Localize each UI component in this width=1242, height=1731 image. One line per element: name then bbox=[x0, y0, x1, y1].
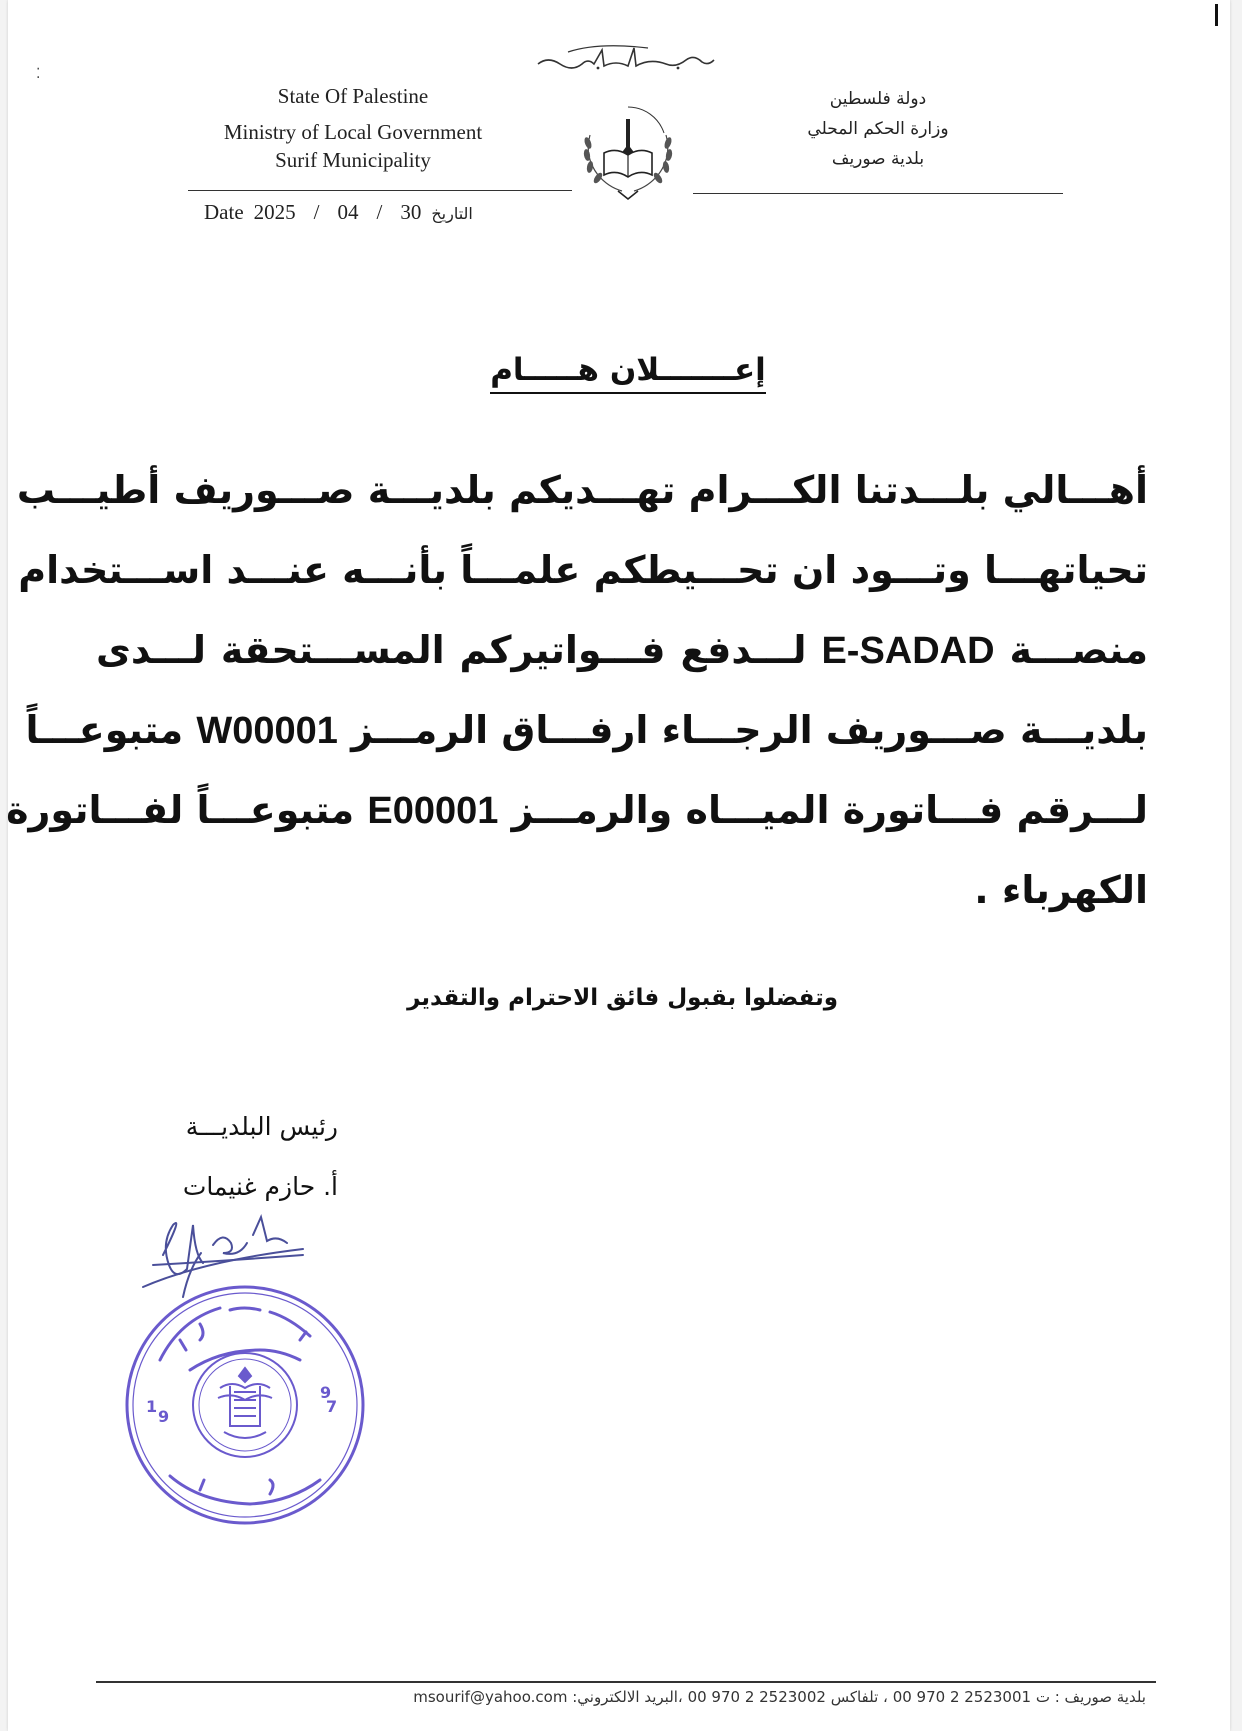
platform-name: E-SADAD bbox=[821, 630, 995, 672]
date-label-en: Date bbox=[204, 200, 244, 224]
header-rule-right bbox=[693, 193, 1063, 194]
basmala-calligraphy bbox=[528, 40, 728, 74]
ministry-name-en: Ministry of Local Government bbox=[223, 120, 483, 144]
body-line: أهـــالي بلـــدتنا الكـــرام تهـــديكم بلديـــة صـــوريف أطيـــب bbox=[16, 468, 1148, 512]
header-arabic bbox=[778, 84, 978, 174]
footer-email: msourif@yahoo.com bbox=[413, 1688, 568, 1706]
footer-fax: 00 970 2 2523002 bbox=[687, 1688, 826, 1706]
electricity-code: E00001 bbox=[367, 790, 499, 832]
municipality-name-en: Surif Municipality bbox=[275, 148, 431, 172]
footer-fax-label: ، تلفاكس bbox=[830, 1688, 888, 1706]
date-month: 04 bbox=[337, 200, 359, 224]
body-line bbox=[96, 610, 1148, 690]
date-separator: / bbox=[313, 200, 320, 224]
body-text-segment: لـــدفع فـــواتيركم المســـتحقة لـــدى bbox=[96, 628, 807, 672]
signatory-name: أ. حازم غنيمات bbox=[182, 1172, 338, 1201]
date-separator: / bbox=[376, 200, 383, 224]
body-text-segment: لـــرقم فـــاتورة الميـــاه والرمـــز bbox=[511, 788, 1148, 832]
svg-text:9: 9 bbox=[158, 1407, 170, 1426]
scan-edge-mark bbox=[1215, 4, 1218, 26]
footer-org: بلدية صوريف : ت bbox=[1035, 1688, 1146, 1706]
state-name-en: State Of Palestine bbox=[277, 84, 429, 108]
footer-phone: 00 970 2 2523001 bbox=[892, 1688, 1032, 1706]
header-rule-left bbox=[188, 190, 572, 191]
municipality-name-ar: بلدية صوريف bbox=[831, 149, 925, 169]
scan-speck: ⁚ bbox=[36, 66, 41, 82]
announcement-title bbox=[438, 352, 818, 388]
date-day: 30 bbox=[400, 200, 422, 224]
announcement-title-text: إعـــــــلان هـــــام bbox=[490, 352, 766, 394]
body-line bbox=[25, 690, 1148, 770]
ministry-name-ar: وزارة الحكم المحلي bbox=[807, 119, 949, 139]
svg-text:7: 7 bbox=[326, 1397, 338, 1416]
signatory-title: رئيس البلديـــة bbox=[185, 1112, 338, 1141]
header-english bbox=[178, 82, 528, 174]
letter-page bbox=[8, 0, 1230, 1731]
announcement-body bbox=[6, 450, 1149, 930]
footer-contact bbox=[96, 1688, 1146, 1706]
state-name-ar: دولة فلسطين bbox=[829, 89, 927, 109]
body-text-segment: منصـــة bbox=[1009, 628, 1149, 672]
body-text-segment: متبوعـــاً لفـــاتورة bbox=[6, 788, 355, 832]
closing-phrase: وتفضلوا بقبول فائق الاحترام والتقدير bbox=[407, 985, 838, 1011]
official-stamp bbox=[120, 1280, 370, 1530]
body-text-segment: بلديـــة صـــوريف الرجـــاء ارفـــاق الرمـــز bbox=[351, 708, 1148, 752]
svg-text:1: 1 bbox=[146, 1397, 158, 1416]
footer-email-label: ،البريد الالكتروني: bbox=[572, 1688, 683, 1706]
date-line bbox=[204, 200, 473, 225]
municipality-logo bbox=[568, 95, 688, 205]
date-label-ar: التاريخ bbox=[431, 204, 473, 223]
water-code: W00001 bbox=[196, 710, 338, 752]
footer-rule bbox=[96, 1681, 1156, 1683]
svg-text:9: 9 bbox=[320, 1383, 332, 1402]
body-text-segment: متبوعـــاً bbox=[25, 708, 184, 752]
body-line: الكهرباء . bbox=[974, 868, 1148, 912]
date-year: 2025 bbox=[253, 200, 296, 224]
body-line: تحياتهـــا وتـــود ان تحـــيطكم علمـــاً بأنـــه عنـــد اســـتخدام bbox=[18, 548, 1148, 592]
body-line bbox=[6, 770, 1148, 850]
